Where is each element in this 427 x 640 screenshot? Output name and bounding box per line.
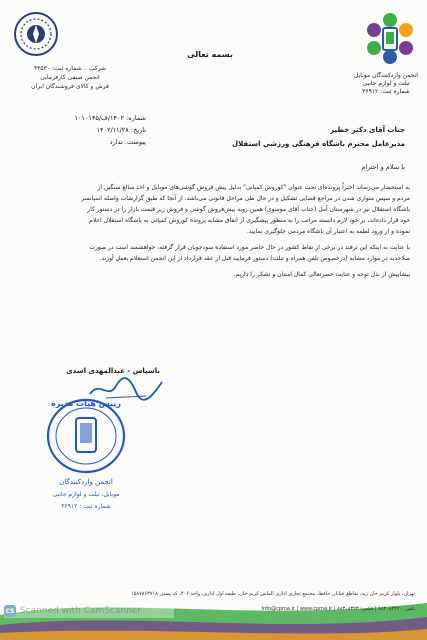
recipient-block bbox=[200, 123, 405, 151]
signatory-name: باسپاس - عبدالمهدی اسدی bbox=[66, 367, 160, 375]
footer-contact: تلفن: ۸۸۳۰۸۳۲۲۰ | فکس: ۸۸۳۰۸۳۲۳ | Info@cpma.ir | www.cpma.ir bbox=[261, 606, 415, 612]
stamp-line-1: انجمن واردکنندگان bbox=[59, 478, 113, 486]
letter-attachment: پیوست: ندارد bbox=[109, 138, 146, 146]
official-stamp bbox=[36, 392, 136, 522]
body-paragraph-2: با عنایت به اینکه این ترفند در برخی از نقاط کشور در حال حاضر مورد استفاده سودجویان قرار گرفته، خواهشمند است در صورت صلاحدید در موارد مشابه (درخصوص تلفن همراه و تبلت) دستور فرمایید قبل از عقد قرارداد از این انجمن استعلام بعمل آورند. bbox=[89, 244, 410, 262]
stamp-line-2: موبایل، تبلت و لوازم جانبی bbox=[52, 491, 120, 498]
bismillah-heading: بسمه تعالی bbox=[187, 50, 233, 59]
footer-address: تهران، بلوار کریم خان زند، تقاطع خیابان حافظ، مجتمع تجاری اداری الماس کریم خان، طبقه اول اداری، واحد ۴۰۶، کد پستی ۱۵۸۷۸۶۳۷۱۸ bbox=[131, 591, 415, 597]
right-organization-caption: انجمن واردکنندگان موبایل تبلت و لوازم جانبی شماره ثبت: ۳۶۹۱۲ bbox=[354, 72, 418, 95]
body-paragraph-1: به استحضار می‌رساند اخیراً پرونده‌ای تحت عنوان "کوروش کمپانی" بدلیل پیش فروش گوشی‌های موبایل و اخذ مبالغ سنگین از مردم و سپس متواری شدن در مراجع قضایی تشکیل و در حال طی مراحل قانونی می‌باشد. از آنجا که طبق گزارشات واصله اسپانسر باشگاه استقلال نیز در شهرستان آمل (جناب آقای موسوی) همین رویه پیش‌فروش گوشی و فروش زیر قیمت بازار را در دستور کار خود قرار داده‌اند، بر خود لازم دانسته مراتب را به منظور پیشگیری از اتفاق مشابه پرونده کوروش کمپانی به باشگاه استقلال اعلام نموده و از ورود لطمه به اعتبار آن باشگاه مردمی جلوگیری نمایید. bbox=[81, 184, 410, 235]
chamber-emblem-icon bbox=[12, 10, 60, 58]
letter-body bbox=[20, 182, 410, 285]
left-organization-caption: شرکت ۔ شماره ثبت: ۴۳۵۳۰ انجمن صنفی کارفرمایی فرش و کالای فروشندگان ایران bbox=[31, 65, 109, 90]
camscanner-logo-icon: CS bbox=[4, 605, 16, 617]
recipient-name: جناب آقای دکتر خطیر bbox=[330, 126, 405, 134]
letter-number: شماره: ۱۴۰۲/ف/۱۰۱۰۱۴۵ bbox=[74, 114, 146, 122]
association-logo-icon bbox=[362, 10, 418, 66]
letter-meta bbox=[56, 112, 146, 148]
scanner-text: Scanned with CamScanner bbox=[20, 606, 142, 616]
scanner-watermark bbox=[4, 604, 174, 618]
letter-date: تاریخ: ۱۴۰۲/۱۱/۲۸ bbox=[96, 126, 146, 134]
greeting: با سلام و احترام bbox=[361, 163, 405, 171]
body-paragraph-3: پیشاپیش از بذل توجه و عنایت حضرتعالی کمال امتنان و تشکر را داریم. bbox=[233, 271, 410, 278]
recipient-title: مدیرعامل محترم باشگاه فرهنگی ورزشی استقلال bbox=[232, 140, 405, 148]
stamp-line-3: شماره ثبت : ۳۶۹۱۲ bbox=[61, 503, 111, 510]
stamp-title: رییس هیات مدیره bbox=[51, 399, 121, 408]
